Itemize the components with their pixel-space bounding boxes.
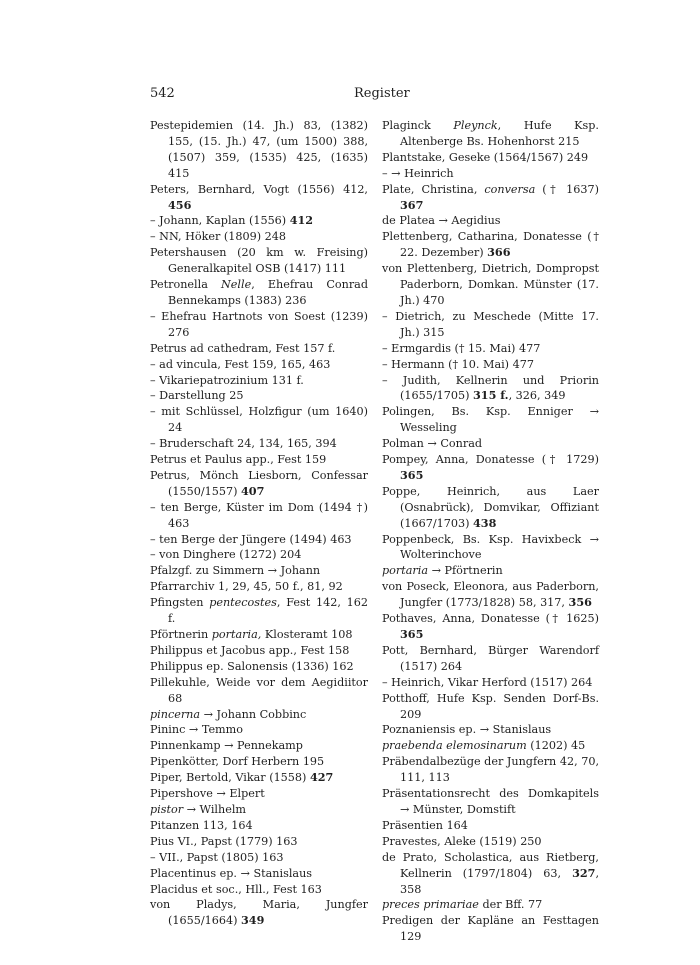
index-entry-text: von Plettenberg, Dietrich, Dompropst Paderborn, Domkan. Münster (17. Jh.) 470 [382,262,599,307]
index-entry-text: Pitanzen 113, 164 [150,818,253,832]
index-entry-text: Pius VI., Papst (1779) 163 [150,834,298,848]
index-entry-text: portaria [382,564,429,578]
index-entry-text: – von Dinghere (1272) 204 [150,548,302,562]
index-entry-text: Pipenkötter, Dorf Herbern 195 [150,755,325,769]
index-entry [382,436,599,452]
index-entry-text: Präsentien 164 [382,818,468,832]
index-entry-text: Petronella [150,278,221,292]
index-entry [150,245,368,277]
index-entry [150,818,368,834]
index-entry-text: Polingen, Bs. Ksp. Enniger → Wesseling [382,405,599,435]
index-entry-text: , Hufe Ksp. Altenberge Bs. Hohenhorst 215 [400,119,599,148]
index-entry-text: – Ermgardis († 15. Mai) 477 [382,341,541,355]
index-entry-text: Pininc → Temmo [150,723,244,737]
index-entry [150,738,368,754]
index-entry [150,213,368,229]
index-entry-text: (1202) 45 [526,739,586,753]
index-entry-text: Pförtnerin [150,628,212,641]
index-entry-text: Petrus, Mönch Liesborn, Confessar (1550/1557) [150,468,368,498]
index-entry-text: Potthoff, Hufe Ksp. Senden Dorf-Bs. 209 [382,691,599,721]
index-entry [382,722,599,738]
index-entry-text: praebenda elemosinarum [382,739,527,753]
index-entry-text: 356 [568,595,592,610]
index-entry [150,627,368,643]
index-entry [382,150,599,166]
left-column [150,118,368,929]
index-entry-text: Präsentationsrecht des Domkapitels → Münster, Domstift [382,787,599,816]
index-entry-text: 327 [572,865,596,880]
index-entry-text: 315 f. [473,388,509,403]
index-entry [150,341,368,357]
index-entry-text: conversa [484,182,536,196]
index-entry [382,532,599,564]
index-entry [150,532,368,548]
index-entry-text: Petrus et Paulus app., Fest 159 [150,453,327,467]
index-entry-text: preces primariae [382,898,479,912]
index-entry-text: – ad vincula, Fest 159, 165, 463 [150,357,331,371]
index-entry-text: von Pladys, Maria, Jungfer (1655/1664) [150,898,368,928]
index-entry [150,229,368,245]
index-entry-text: Pinnenkamp → Pennekamp [150,739,303,753]
index-entry [382,643,599,675]
index-entry-text: – Darstellung 25 [150,389,244,403]
index-entry-text: von Poseck, Eleonora, aus Paderborn, Jungfer (1773/1828) 58, 317, [382,580,599,610]
index-entry-text: 427 [309,770,334,785]
index-entry [382,166,599,182]
index-entry-text: – Bruderschaft 24, 134, 165, 394 [150,437,337,451]
index-entry-text: , 358 [400,866,599,896]
index-entry-text: Pipershove → Elpert [150,787,265,801]
index-entry-text: – Johann, Kaplan (1556) [150,214,290,228]
index-entry-text: Predigen der Kapläne an Festtagen 129 [382,914,599,944]
index-entry [150,659,368,675]
running-head: Register [354,86,410,101]
index-entry [382,484,599,532]
index-entry [382,452,599,484]
index-entry [150,802,368,818]
index-entry [150,882,368,898]
index-entry [382,341,599,357]
index-entry-text: pistor [150,802,184,816]
index-entry [382,357,599,373]
page-number: 542 [150,86,175,101]
index-entry-text: Poppenbeck, Bs. Ksp. Havixbeck → Wolterinchove [382,532,599,562]
index-entry [382,579,599,611]
index-entry-text: pentecostes [209,596,277,610]
index-entry [150,786,368,802]
index-entry-text: , Fest 142, 162 f. [168,596,368,626]
index-entry-text: Plantstake, Geseke (1564/1567) 249 [382,150,589,164]
index-entry-text: Plettenberg, Catharina, Donatesse († 22. Dezember) [382,230,599,260]
index-entry-text: – Dietrich, zu Meschede (Mitte 17. Jh.) 315 [382,309,599,339]
index-entry [150,547,368,563]
index-entry [150,866,368,882]
index-entry-text: – ten Berge der Jüngere (1494) 463 [150,532,352,546]
index-entry [382,691,599,723]
index-entry-text: → Johann Cobbinc [200,707,307,721]
index-entry-text: Poppe, Heinrich, aus Laer (Osnabrück), Domvikar, Offiziant (1667/1703) [382,484,599,530]
index-entry-text: Placidus et soc., Hll., Fest 163 [150,882,322,896]
index-entry-text: – Ehefrau Hartnots von Soest (1239) 276 [150,309,368,339]
index-entry [382,754,599,786]
index-entry [150,563,368,579]
index-entry-text: Pothaves, Anna, Donatesse († 1625) [382,612,599,626]
index-entry-text: Polman → Conrad [382,437,483,451]
index-entry [382,373,599,405]
index-entry-text: Poznaniensis ep. → Stanislaus [382,723,552,737]
index-entry-text: – → Heinrich [382,166,454,180]
index-entry-text: 407 [241,483,265,498]
index-entry-text: Pfingsten [150,596,210,610]
index-entry [382,818,599,834]
index-entry [382,182,599,214]
index-entry [382,834,599,850]
index-entry-text: Klosteramt 108 [261,628,353,641]
right-column [382,118,599,945]
index-entry [150,722,368,738]
index-entry-text: → Wilhelm [183,802,247,816]
index-entry [150,182,368,214]
index-entry [150,309,368,341]
index-entry [150,675,368,707]
index-entry-text: – mit Schlüssel, Holzfigur (um 1640) 24 [150,405,368,435]
index-entry-text: 365 [400,467,424,482]
index-entry [150,707,368,723]
index-entry-text: Pleynck [453,119,498,132]
index-entry-text: Plaginck [382,119,454,132]
index-entry-text: Pfarrarchiv 1, 29, 45, 50 f., 81, 92 [150,580,343,594]
index-entry-text: Placentinus ep. → Stanislaus [150,866,313,880]
index-entry-text: de Platea → Aegidius [382,214,501,228]
index-entry [382,309,599,341]
index-entry [150,468,368,500]
index-entry-text: 366 [487,245,511,260]
index-entry-text: 365 [400,627,424,641]
index-entry-text: – VII., Papst (1805) 163 [150,850,284,864]
index-entry [150,436,368,452]
index-entry-text: 412 [289,213,314,228]
index-entry [150,404,368,436]
index-entry-text: 367 [400,197,424,212]
index-entry [382,913,599,945]
index-entry-text: Pillekuhle, Weide vor dem Aegidiitor 68 [150,675,368,705]
index-entry [150,500,368,532]
index-entry-text: – Heinrich, Vikar Herford (1517) 264 [382,675,593,689]
index-entry [150,850,368,866]
index-entry-text: Philippus ep. Salonensis (1336) 162 [150,659,354,673]
index-entry [150,643,368,659]
index-entry-text: Petershausen (20 km w. Freising) Generalkapitel OSB (1417) 111 [150,246,368,276]
index-entry [382,850,599,898]
index-entry [382,738,599,754]
index-entry [382,118,599,150]
index-entry [382,213,599,229]
index-entry [382,786,599,818]
index-entry-text: Präbendalbezüge der Jungfern 42, 70, 111, 113 [382,755,599,785]
index-entry [150,118,368,182]
index-entry-text: de Prato, Scholastica, aus Rietberg, Kellnerin (1797/1804) 63, [382,850,599,880]
index-entry-text: Pestepidemien (14. Jh.) 83, (1382) 155, (15. Jh.) 47, (um 1500) 388, (1507) 359, (1535) 425, (1635) 415 [150,119,368,180]
index-entry [150,452,368,468]
index-entry-text: 438 [473,515,497,530]
index-entry-text: , Ehefrau Conrad Bennekamps (1383) 236 [168,278,368,307]
index-entry-text: – ten Berge, Küster im Dom (1494 †) 463 [150,500,368,530]
index-entry [150,754,368,770]
index-entry-text: Pompey, Anna, Donatesse († 1729) [382,453,599,467]
index-entry-text: der Bff. 77 [478,898,543,912]
index-entry-text: 456 [168,197,192,212]
index-entry-text: Nelle [221,278,252,292]
index-entry [150,579,368,595]
index-entry [382,404,599,436]
index-entry-text: Pravestes, Aleke (1519) 250 [382,834,542,848]
index-entry-text: → Pförtnerin [428,564,503,578]
index-entry-text: Plate, Christina, [382,182,485,196]
index-entry-text: – NN, Höker (1809) 248 [150,230,287,244]
index-entry [150,357,368,373]
index-entry [382,229,599,261]
index-entry [150,834,368,850]
index-entry [150,770,368,786]
index-entry [150,373,368,389]
index-entry-text: Petrus ad cathedram, Fest 157 f. [150,341,336,355]
index-entry [150,277,368,309]
index-entry-text: – Hermann († 10. Mai) 477 [382,357,534,371]
index-entry [382,611,599,643]
index-entry-text: Pott, Bernhard, Bürger Warendorf (1517) 264 [382,643,599,673]
index-entry-text: Pfalzgf. zu Simmern → Johann [150,564,321,578]
index-entry [150,388,368,404]
index-entry-text: portaria, [211,628,262,641]
index-entry [150,595,368,627]
index-entry-text: Piper, Bertold, Vikar (1558) [150,771,310,785]
index-entry-text: Peters, Bernhard, Vogt (1556) 412, [150,182,368,196]
index-entry-text: († 1637) [535,182,599,196]
index-entry-text: pincerna [150,707,201,721]
index-entry-text: , 326, 349 [508,389,566,403]
index-entry-text: – Vikariepatrozinium 131 f. [150,373,304,387]
index-entry [150,897,368,929]
index-entry [382,675,599,691]
index-entry-text: – Judith, Kellnerin und Priorin (1655/1705) [382,373,599,403]
index-entry [382,563,599,579]
index-entry-text: 349 [241,913,265,928]
index-entry [382,897,599,913]
index-entry [382,261,599,309]
index-entry-text: Philippus et Jacobus app., Fest 158 [150,643,350,657]
